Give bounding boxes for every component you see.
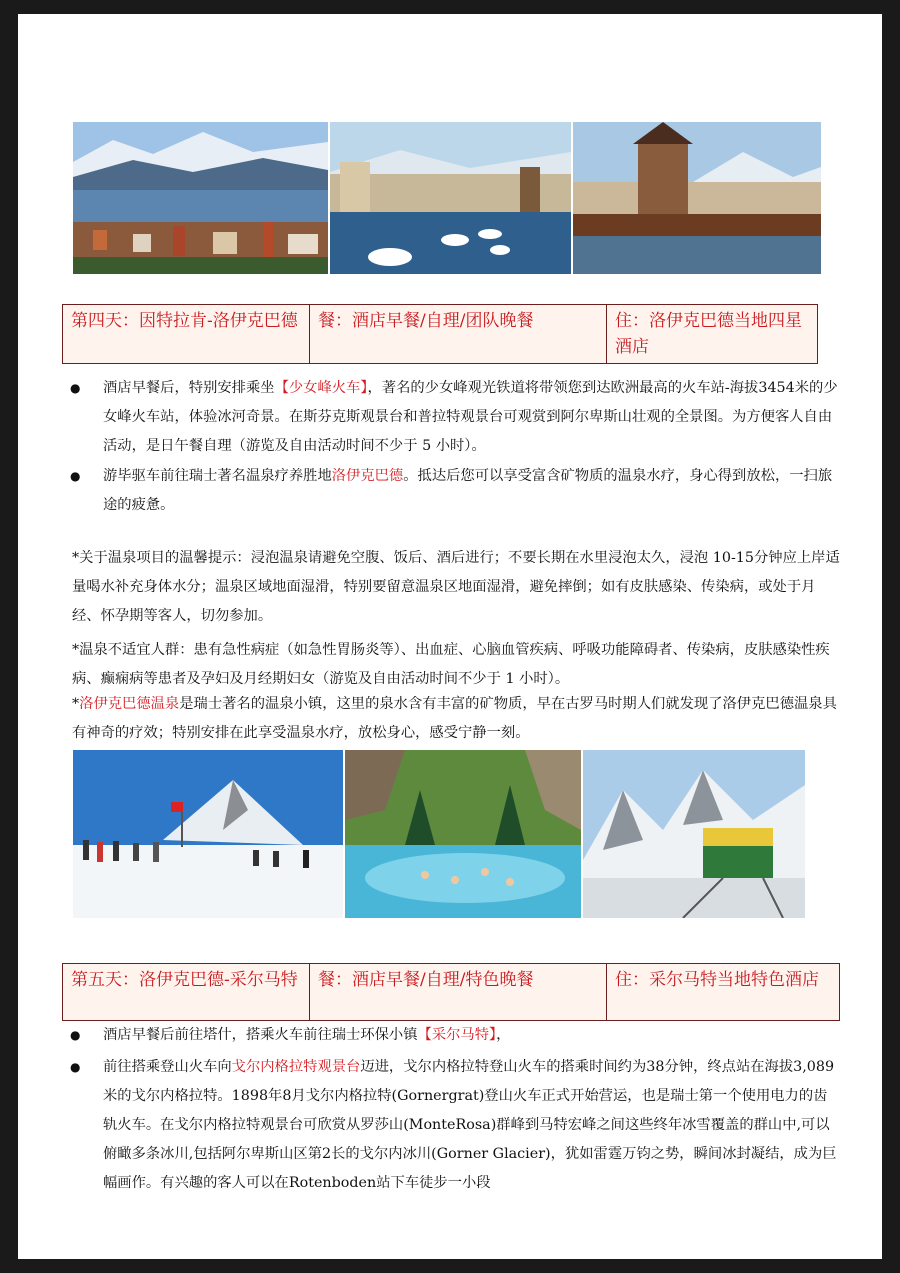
day5-bullet-1: ● 酒店早餐后前往塔什，搭乘火车前往瑞士环保小镇【采尔马特】， bbox=[70, 1021, 840, 1050]
bullet-dot: ● bbox=[70, 469, 81, 483]
day5-stay: 住：采尔马特当地特色酒店 bbox=[607, 964, 840, 1021]
day5-header bbox=[62, 963, 840, 1021]
swans-photo bbox=[330, 122, 571, 274]
lucerne-photo-row bbox=[73, 122, 821, 274]
unsuitable-people-note: *温泉不适宜人群：患有急性病症（如急性胃肠炎等）、出血症、心脑血管疾病、呼吸功能障碍者、传染病，皮肤感染性疾病、癫痫病等患者及孕妇及月经期妇女（游览及自由活动时间不少于 1 小时）。 bbox=[72, 642, 830, 687]
bullet-dot: ● bbox=[70, 1028, 81, 1042]
day4-bullet-1: ● 酒店早餐后，特别安排乘坐【少女峰火车】，著名的少女峰观光铁道将带领您到达欧洲最高的火车站-海拔3454米的少女峰火车站，体验冰河奇景。在斯芬克斯观景台和普拉特观景台可观赏到阿尔卑斯山壮观的全景图。为方便客人自由活动，是日午餐自理（游览及自由活动时间不少于 5 小时）。 bbox=[70, 374, 840, 461]
bullet-dot: ● bbox=[70, 1060, 81, 1074]
chapel-bridge-photo bbox=[573, 122, 821, 274]
lucerne-lake-photo bbox=[73, 122, 328, 274]
day4-meal: 餐：酒店早餐/自理/团队晚餐 bbox=[310, 305, 607, 364]
day5-meal: 餐：酒店早餐/自理/特色晚餐 bbox=[310, 964, 607, 1021]
hot-spring-tips: *关于温泉项目的温馨提示：浸泡温泉请避免空腹、饭后、酒后进行；不要长期在水里浸泡太久，浸泡 10-15分钟应上岸适量喝水补充身体水分；温泉区域地面湿滑，特别要留意温泉区地面湿滑，避免摔倒；如有皮肤感染、传染病，或处于月经、怀孕期等客人，切勿参加。 bbox=[72, 550, 840, 624]
jungfrau-photo-row bbox=[73, 750, 805, 918]
hot-spring-pool-photo bbox=[345, 750, 581, 918]
day5-title: 第五天：洛伊克巴德-采尔马特 bbox=[63, 964, 310, 1021]
day5-bullet-2: ● 前往搭乘登山火车向戈尔内格拉特观景台迈进，戈尔内格拉特登山火车的搭乘时间约为38分钟，终点站在海拔3,089米的戈尔内格拉特。1898年8月戈尔内格拉特(Gornergrat)登山火车正式开始营运，也是瑞士第一个使用电力的齿轨火车。在戈尔内格拉特观景台可欣赏从罗莎山(MonteRosa)群峰到马特宏峰之间这些终年冰雪覆盖的群山中,可以俯瞰多条冰川,包括阿尔卑斯山区第2长的戈尔内冰川(Gorner Glacier)，犹如雷霆万钧之势，瞬间冰封凝结，成为巨幅画作。有兴趣的客人可以在Rotenboden站下车徒步一小段 bbox=[70, 1053, 840, 1198]
day4-bullet-2: ● 游毕驱车前往瑞士著名温泉疗养胜地洛伊克巴德。抵达后您可以享受富含矿物质的温泉水疗，身心得到放松，一扫旅途的疲惫。 bbox=[70, 462, 840, 520]
day4-stay: 住：洛伊克巴德当地四星酒店 bbox=[607, 305, 818, 364]
mountain-train-photo bbox=[583, 750, 805, 918]
bullet-dot: ● bbox=[70, 381, 81, 395]
leukerbad-intro-note: *洛伊克巴德温泉是瑞士著名的温泉小镇，这里的泉水含有丰富的矿物质，早在古罗马时期人们就发现了洛伊克巴德温泉具有神奇的疗效；特别安排在此享受温泉水疗，放松身心，感受宁静一刻。 bbox=[72, 696, 837, 741]
day4-title: 第四天：因特拉肯-洛伊克巴德 bbox=[63, 305, 310, 364]
day4-header bbox=[62, 304, 818, 364]
jungfraujoch-snow-photo bbox=[73, 750, 343, 918]
itinerary-page bbox=[18, 14, 882, 1259]
